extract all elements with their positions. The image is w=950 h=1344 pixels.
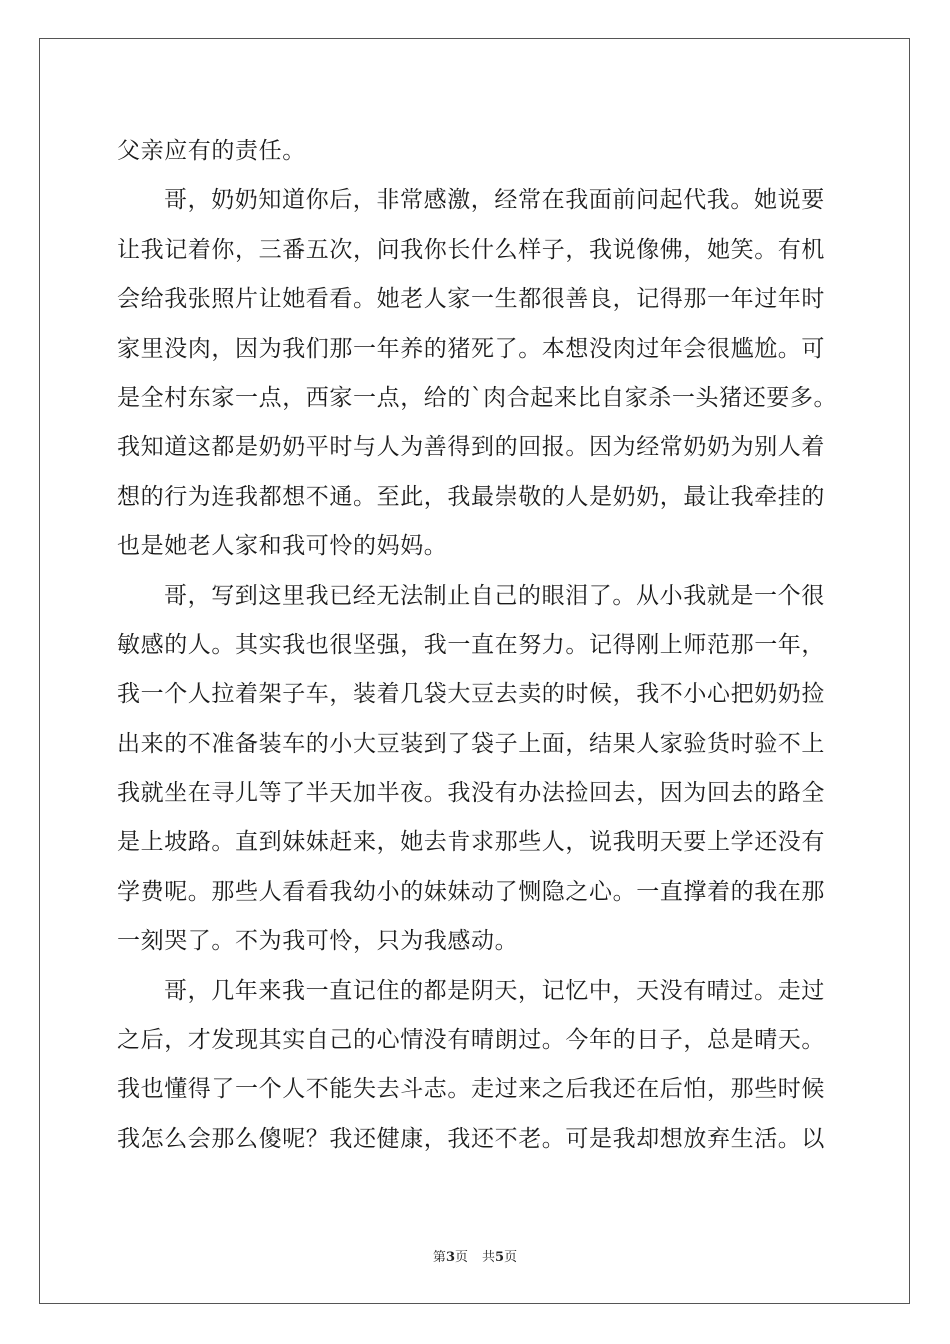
page-number: 3 xyxy=(445,1250,455,1265)
text-line: 我就坐在寻儿等了半天加半夜。我没有办法捡回去，因为回去的路全 xyxy=(117,780,825,807)
text-line: 一刻哭了。不为我可怜，只为我感动。 xyxy=(117,928,519,955)
text-line: 是全村东家一点，西家一点，给的`肉合起来比自家杀一头猪还要多。 xyxy=(117,384,838,411)
text-line: 学费呢。那些人看看我幼小的妹妹动了恻隐之心。一直撑着的我在那 xyxy=(117,878,825,905)
text-line: 也是她老人家和我可怜的妈妈。 xyxy=(117,533,448,560)
text-line: 家里没肉，因为我们那一年养的猪死了。本想没肉过年会很尴尬。可 xyxy=(117,335,825,362)
page-prefix: 第 xyxy=(432,1250,446,1265)
text-line: 让我记着你，三番五次，问我你长什么样子，我说像佛，她笑。有机 xyxy=(117,236,825,263)
text-line: 父亲应有的责任。 xyxy=(117,138,306,164)
text-line: 我一个人拉着架子车，装着几袋大豆去卖的时候，我不小心把奶奶捡 xyxy=(117,681,825,708)
total-suffix: 页 xyxy=(504,1250,518,1265)
total-prefix: 共 xyxy=(482,1250,496,1265)
text-line: 哥，写到这里我已经无法制止自己的眼泪了。从小我就是一个很 xyxy=(164,582,825,609)
page-footer xyxy=(0,1246,950,1265)
text-line: 出来的不准备装车的小大豆装到了袋子上面，结果人家验货时验不上 xyxy=(117,730,825,757)
total-pages: 5 xyxy=(495,1250,505,1265)
text-line: 是上坡路。直到妹妹赶来，她去肯求那些人，说我明天要上学还没有 xyxy=(117,829,825,856)
text-line: 我也懂得了一个人不能失去斗志。走过来之后我还在后怕，那些时候 xyxy=(117,1076,825,1103)
text-line: 想的行为连我都想不通。至此，我最崇敬的人是奶奶，最让我牵挂的 xyxy=(117,483,825,510)
text-line: 我知道这都是奶奶平时与人为善得到的回报。因为经常奶奶为别人着 xyxy=(117,434,825,461)
text-line: 哥，几年来我一直记住的都是阴天，记忆中，天没有晴过。走过 xyxy=(164,977,825,1004)
text-line: 敏感的人。其实我也很坚强，我一直在努力。记得刚上师范那一年， xyxy=(117,631,825,658)
document-body xyxy=(117,127,837,1164)
text-line: 之后，才发现其实自己的心情没有晴朗过。今年的日子，总是晴天。 xyxy=(117,1027,825,1054)
text-line: 我怎么会那么傻呢？我还健康，我还不老。可是我却想放弃生活。以 xyxy=(117,1125,825,1152)
page-suffix: 页 xyxy=(454,1250,468,1265)
text-line: 会给我张照片让她看看。她老人家一生都很善良，记得那一年过年时 xyxy=(117,286,825,313)
text-line: 哥，奶奶知道你后，非常感激，经常在我面前问起代我。她说要 xyxy=(164,187,825,214)
